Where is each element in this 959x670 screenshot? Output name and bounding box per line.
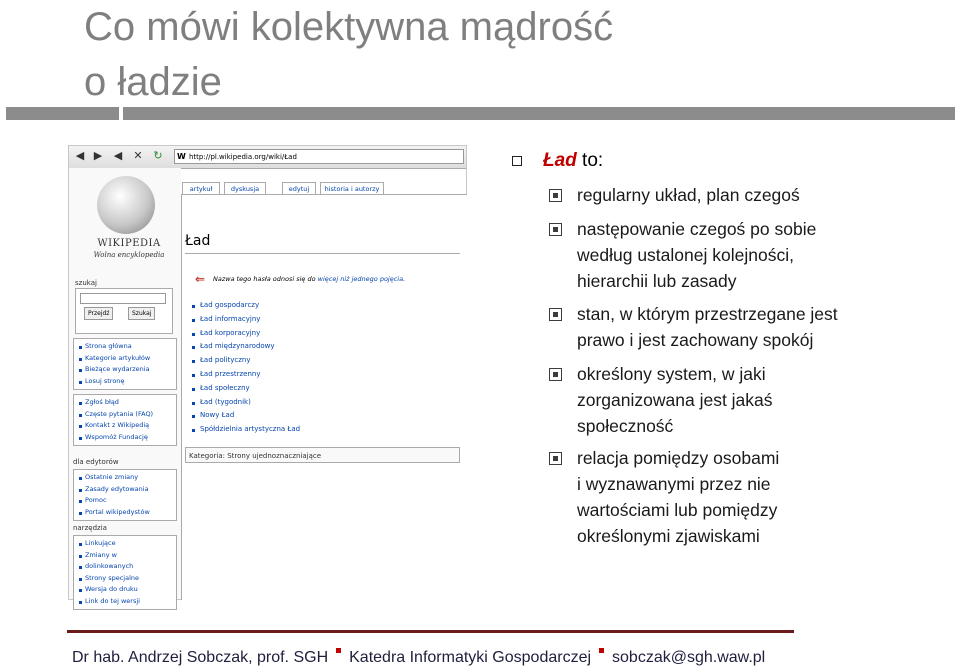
nav-link[interactable]: Kategorie artykułów <box>78 353 176 365</box>
nav-link[interactable]: Pomoc <box>78 495 176 507</box>
footer-author: Dr hab. Andrzej Sobczak, prof. SGH <box>72 649 329 666</box>
nav-link[interactable]: Zmiany w <box>78 550 176 562</box>
category-box[interactable]: Kategoria: Strony ujednoznaczniające <box>185 447 460 463</box>
nav-link[interactable]: Portal wikipedystów <box>78 507 176 519</box>
bullet-text: następowanie czegoś po sobie według ustalonej kolejności, hierarchii lub zasady <box>577 219 817 291</box>
nav-link[interactable]: Wspomóż Fundację <box>78 432 176 444</box>
footer-email: sobczak@sgh.waw.pl <box>612 649 766 666</box>
search-box <box>75 288 173 334</box>
title-stripe <box>6 107 955 120</box>
list-item[interactable]: Ład społeczny <box>192 382 300 396</box>
notice-end: . <box>403 275 406 283</box>
list-item[interactable]: Ład informacyjny <box>192 313 300 327</box>
stop-icon[interactable]: ✕ <box>133 149 143 162</box>
title-divider <box>185 253 460 254</box>
notice-link[interactable]: więcej niż jednego pojęcia <box>317 275 404 283</box>
disambiguation-arrow-icon: ⇐ <box>195 272 206 286</box>
search-button[interactable]: Szukaj <box>128 307 155 320</box>
tab-discussion[interactable]: dyskusja <box>224 182 266 195</box>
list-item[interactable]: Ład korporacyjny <box>192 327 300 341</box>
disambiguation-list <box>192 299 300 437</box>
footer <box>72 646 959 670</box>
url-text: http://pl.wikipedia.org/wiki/Ład <box>189 153 297 161</box>
list-item[interactable]: Spółdzielnia artystyczna Ład <box>192 423 300 437</box>
disambiguation-notice <box>185 269 465 289</box>
search-label: szukaj <box>75 279 97 287</box>
tab-edit[interactable]: edytuj <box>282 182 316 195</box>
nav-link[interactable]: Linkujące <box>78 538 176 550</box>
bullet-text: stan, w którym przestrzegane jest prawo i jest zachowany spokój <box>577 304 838 350</box>
interaction-box <box>73 394 177 446</box>
list-item[interactable]: Ład gospodarczy <box>192 299 300 313</box>
tools-box <box>73 535 177 610</box>
forward-icon[interactable]: ▶ <box>93 149 103 162</box>
address-bar[interactable] <box>174 149 464 164</box>
square-bullet-icon <box>549 308 562 321</box>
back-icon[interactable]: ◀ <box>75 149 85 162</box>
nav-link[interactable]: Ostatnie zmiany <box>78 472 176 484</box>
go-button[interactable]: Przejdź <box>84 307 113 320</box>
list-item[interactable]: Ład polityczny <box>192 354 300 368</box>
tools-heading: narzędzia <box>73 524 107 532</box>
nav-link[interactable]: Bieżące wydarzenia <box>78 364 176 376</box>
footer-separator-icon <box>336 648 341 653</box>
nav-link[interactable]: Wersja do druku <box>78 584 176 596</box>
wiki-page-title: Ład <box>185 233 211 249</box>
nav-link[interactable]: Strony specjalne <box>78 573 176 585</box>
nav-link[interactable]: Link do tej wersji <box>78 596 176 608</box>
list-item[interactable]: Nowy Ład <box>192 409 300 423</box>
notice-text: Nazwa tego hasła odnosi się do <box>213 275 318 283</box>
footer-separator-icon <box>599 648 604 653</box>
search-input[interactable] <box>80 293 166 304</box>
nav-link[interactable]: dolinkowanych <box>78 561 176 573</box>
wikipedia-favicon-icon: W <box>177 152 186 161</box>
term-highlight: Ład <box>543 150 577 171</box>
list-item[interactable]: Ład przestrzenny <box>192 368 300 382</box>
wikipedia-globe-icon <box>97 176 155 234</box>
nav-link[interactable]: Kontakt z Wikipedią <box>78 420 176 432</box>
editors-box <box>73 469 177 521</box>
footer-rule <box>67 630 794 633</box>
bullet-text: relacja pomiędzy osobami i wyznawanymi przez nie wartościami lub pomiędzy określonymi zjawiskami <box>577 448 780 546</box>
square-bullet-icon <box>549 368 562 381</box>
square-bullet-icon <box>549 189 562 202</box>
navigation-box <box>73 338 177 390</box>
slide-title-line2: o ładzie <box>84 60 222 104</box>
refresh-icon[interactable]: ↻ <box>153 149 163 162</box>
tab-article[interactable]: artykuł <box>182 182 220 195</box>
logo-text: WIKIPEDIA <box>97 238 161 249</box>
bullet-text: regularny układ, plan czegoś <box>577 185 800 205</box>
wikipedia-logo[interactable] <box>83 176 168 261</box>
footer-department: Katedra Informatyki Gospodarczej <box>349 649 592 666</box>
logo-subtitle: Wolna encyklopedia <box>93 251 165 259</box>
hollow-square-bullet-icon <box>512 156 522 166</box>
wiki-sidebar <box>69 168 181 605</box>
wikipedia-screenshot <box>68 145 467 605</box>
slide-title <box>84 0 613 110</box>
square-bullet-icon <box>549 452 562 465</box>
bullet-text: określony system, w jaki zorganizowana jest jakaś społeczność <box>577 364 773 436</box>
nav-link[interactable]: Zasady edytowania <box>78 484 176 496</box>
wiki-content <box>181 194 467 600</box>
list-item[interactable]: Ład międzynarodowy <box>192 340 300 354</box>
square-bullet-icon <box>549 223 562 236</box>
list-item[interactable]: Ład (tygodnik) <box>192 396 300 410</box>
nav-link[interactable]: Strona główna <box>78 341 176 353</box>
back-history-icon[interactable]: ◀ <box>113 149 123 162</box>
nav-link[interactable]: Zgłoś błąd <box>78 397 176 409</box>
slide-title-line1: Co mówi kolektywna mądrość <box>84 5 614 49</box>
title-band <box>0 0 959 115</box>
browser-toolbar <box>69 146 466 169</box>
nav-link[interactable]: Losuj stronę <box>78 376 176 388</box>
intro-suffix: to: <box>576 150 604 171</box>
tab-history[interactable]: historia i autorzy <box>320 182 384 195</box>
nav-link[interactable]: Częste pytania (FAQ) <box>78 409 176 421</box>
editors-heading: dla edytorów <box>73 458 119 466</box>
